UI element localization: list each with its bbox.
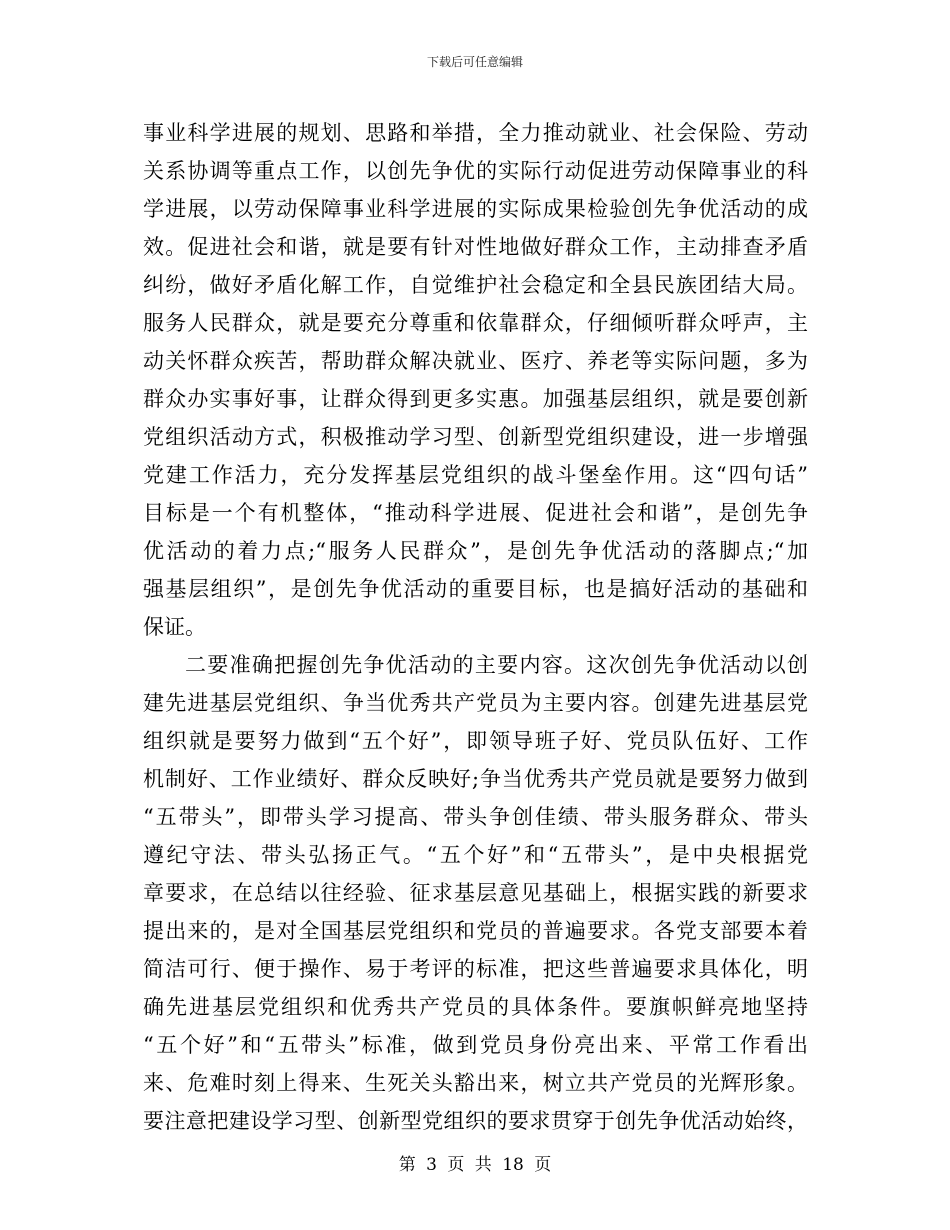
- text-line: 党建工作活力，充分发挥基层党组织的战斗堡垒作用。这“四句话”: [143, 463, 808, 487]
- text-line: 要注意把建设学习型、创新型党组织的要求贯穿于创先争优活动始终，: [143, 1109, 808, 1133]
- text-line: 简洁可行、便于操作、易于考评的标准，把这些普遍要求具体化，明: [143, 957, 808, 981]
- text-line: 组织就是要努力做到“五个好”，即领导班子好、党员队伍好、工作: [143, 729, 808, 753]
- text-line: 学进展，以劳动保障事业科学进展的实际成果检验创先争优活动的成: [143, 197, 808, 221]
- text-line: 强基层组织”，是创先争优活动的重要目标，也是搞好活动的基础和: [143, 577, 808, 601]
- text-line: 党组织活动方式，积极推动学习型、创新型党组织建设，进一步增强: [143, 425, 808, 449]
- text-line: 章要求，在总结以往经验、征求基层意见基础上，根据实践的新要求: [143, 881, 808, 905]
- text-line: 服务人民群众，就是要充分尊重和依靠群众，仔细倾听群众呼声，主: [143, 311, 808, 335]
- document-body: [143, 114, 808, 1140]
- text-line: 保证。: [143, 615, 206, 639]
- text-line: 目标是一个有机整体，“推动科学进展、促进社会和谐”，是创先争: [143, 501, 808, 525]
- text-line: 效。促进社会和谐，就是要有针对性地做好群众工作，主动排查矛盾: [143, 235, 808, 259]
- text-line: 来、危难时刻上得来、生死关头豁出来，树立共产党员的光辉形象。: [143, 1071, 808, 1095]
- text-line: 纠纷，做好矛盾化解工作，自觉维护社会稳定和全县民族团结大局。: [143, 273, 808, 297]
- paragraph-first-line: 二要准确把握创先争优活动的主要内容。这次创先争优活动以创: [185, 653, 808, 677]
- text-line: 提出来的，是对全国基层党组织和党员的普遍要求。各党支部要本着: [143, 919, 808, 943]
- text-line: 动关怀群众疾苦，帮助群众解决就业、医疗、养老等实际问题，多为: [143, 349, 808, 373]
- text-line: 机制好、工作业绩好、群众反映好;争当优秀共产党员就是要努力做到: [143, 767, 808, 791]
- text-line: 建先进基层党组织、争当优秀共产党员为主要内容。创建先进基层党: [143, 691, 808, 715]
- page-header: 下载后可任意编辑: [426, 55, 523, 69]
- text-line: 群众办实事好事，让群众得到更多实惠。加强基层组织，就是要创新: [143, 387, 808, 411]
- text-line: 关系协调等重点工作，以创先争优的实际行动促进劳动保障事业的科: [143, 159, 808, 183]
- text-line: 遵纪守法、带头弘扬正气。“五个好”和“五带头”，是中央根据党: [143, 843, 808, 867]
- text-line: 优活动的着力点;“服务人民群众”，是创先争优活动的落脚点;“加: [143, 539, 808, 563]
- text-line: “五个好”和“五带头”标准，做到党员身份亮出来、平常工作看出: [143, 1033, 808, 1057]
- text-line: 确先进基层党组织和优秀共产党员的具体条件。要旗帜鲜亮地坚持: [143, 995, 808, 1019]
- text-line: 事业科学进展的规划、思路和举措，全力推动就业、社会保险、劳动: [143, 121, 808, 145]
- text-line: “五带头”，即带头学习提高、带头争创佳绩、带头服务群众、带头: [143, 805, 808, 829]
- page-number-footer: 第 3 页 共 18 页: [398, 1155, 552, 1175]
